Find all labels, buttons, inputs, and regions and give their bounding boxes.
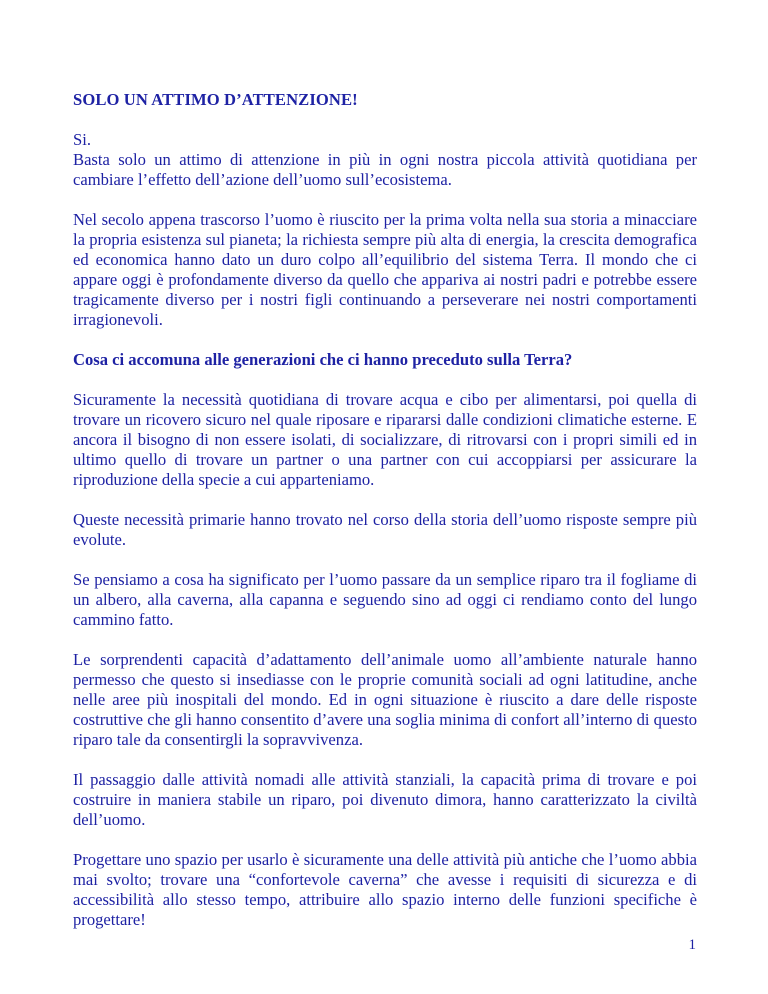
paragraph-passaggio: Il passaggio dalle attività nomadi alle attività stanziali, la capacità prima di trovare e poi costruire in maniera stabile un riparo, poi divenuto dimora, hanno caratterizzato la civiltà dell’uomo. <box>73 770 697 829</box>
document-title: SOLO UN ATTIMO D’ATTENZIONE! <box>73 90 358 109</box>
paragraph-primarie: Queste necessità primarie hanno trovato nel corso della storia dell’uomo risposte sempre più evolute. <box>73 510 697 549</box>
section-question: Cosa ci accomuna alle generazioni che ci hanno preceduto sulla Terra? <box>73 350 573 369</box>
paragraph-adattamento: Le sorprendenti capacità d’adattamento dell’animale uomo all’ambiente naturale hanno permesso che questo si insediasse con le proprie comunità sociali ad ogni latitudine, anche nelle aree più inospitali del mondo. Ed in ogni situazione è riuscito a dare delle risposte costruttive che gli hanno consentito d’avere una soglia minima di confort all’interno di questo riparo tale da consentirgli la sopravvivenza. <box>73 650 697 749</box>
paragraph-si: Si. <box>73 130 91 149</box>
paragraph-riparo: Se pensiamo a cosa ha significato per l’uomo passare da un semplice riparo tra il fogliame di un albero, alla caverna, alla capanna e seguendo sino ad oggi ci rendiamo conto del lungo cammino fatto. <box>73 570 697 629</box>
page-number: 1 <box>688 937 696 953</box>
paragraph-secolo: Nel secolo appena trascorso l’uomo è riuscito per la prima volta nella sua storia a minacciare la propria esistenza sul pianeta; la richiesta sempre più alta di energia, la crescita demografica ed economica hanno dato un duro colpo all’equilibrio del sistema Terra. Il mondo che ci appare oggi è profondamente diverso da quello che appariva ai nostri padri e potrebbe essere tragicamente diverso per i nostri figli continuando a perseverare nei nostri comportamenti irragionevoli. <box>73 210 697 329</box>
paragraph-intro: Basta solo un attimo di attenzione in più in ogni nostra piccola attività quotidiana per cambiare l’effetto dell’azione dell’uomo sull’ecosistema. <box>73 150 697 189</box>
paragraph-progettare: Progettare uno spazio per usarlo è sicuramente una delle attività più antiche che l’uomo abbia mai svolto; trovare una “confortevole caverna” che avesse i requisiti di sicurezza e di accessibilità allo stesso tempo, attribuire allo spazio interno delle funzioni specifiche è progettare! <box>73 850 697 929</box>
paragraph-necessita: Sicuramente la necessità quotidiana di trovare acqua e cibo per alimentarsi, poi quella di trovare un ricovero sicuro nel quale riposare e ripararsi dalle condizioni climatiche esterne. E ancora il bisogno di non essere isolati, di socializzare, di ritrovarsi con i propri simili ed in ultimo quello di trovare un partner o una partner con cui accoppiarsi per assicurare la riproduzione della specie a cui apparteniamo. <box>73 390 697 489</box>
